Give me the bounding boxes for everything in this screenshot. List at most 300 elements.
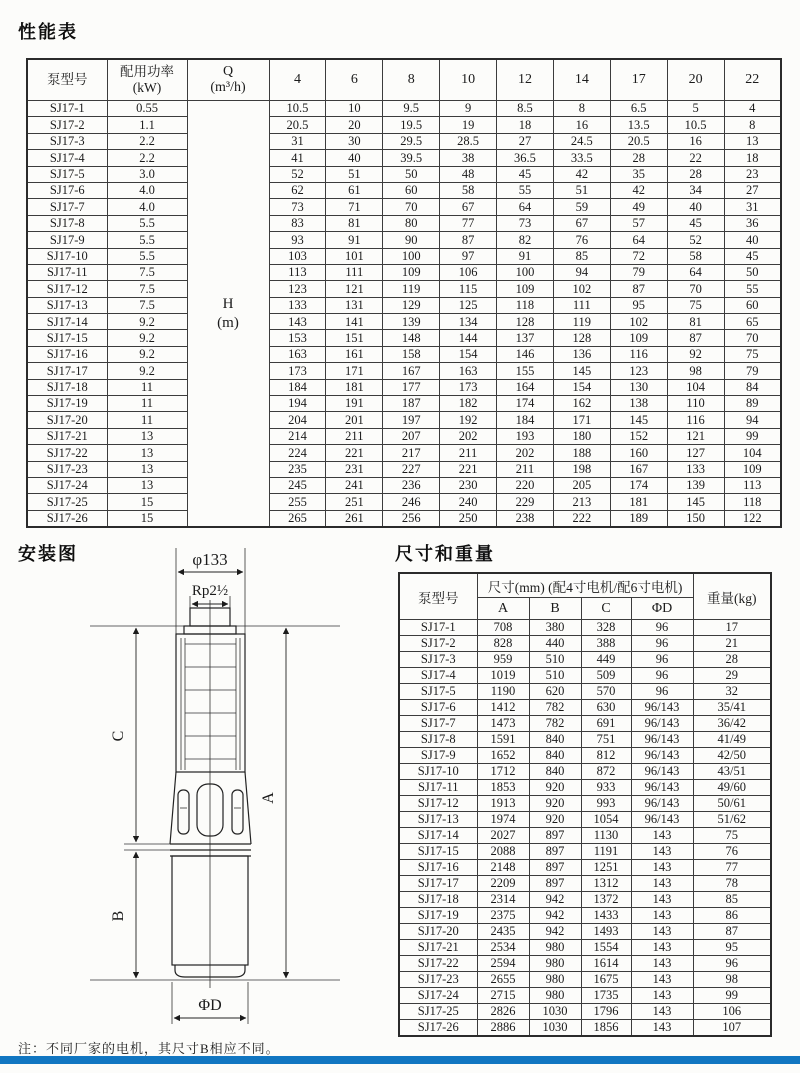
flow-column-header: 10 <box>440 59 497 101</box>
head-value-cell: 211 <box>497 461 554 477</box>
performance-row <box>27 330 781 346</box>
dim-b-cell: 942 <box>529 924 581 940</box>
power-cell: 3.0 <box>107 166 187 182</box>
weight-cell: 36/42 <box>693 716 771 732</box>
head-value-cell: 197 <box>383 412 440 428</box>
dim-d-cell: 96 <box>631 684 693 700</box>
performance-row <box>27 477 781 493</box>
head-value-cell: 77 <box>440 215 497 231</box>
dimensions-row <box>399 908 771 924</box>
dim-d-cell: 96/143 <box>631 700 693 716</box>
performance-row <box>27 117 781 133</box>
dim-a-cell: 2314 <box>477 892 529 908</box>
pump-model-cell: SJ17-9 <box>27 232 107 248</box>
head-value-cell: 73 <box>497 215 554 231</box>
dim-c-cell: 1614 <box>581 956 631 972</box>
head-value-cell: 72 <box>610 248 667 264</box>
head-value-cell: 79 <box>610 264 667 280</box>
head-value-cell: 127 <box>667 445 724 461</box>
head-value-cell: 171 <box>553 412 610 428</box>
head-value-cell: 92 <box>667 346 724 362</box>
footnote: 注：不同厂家的电机，其尺寸B相应不同。 <box>18 1041 280 1056</box>
power-cell: 15 <box>107 494 187 510</box>
head-value-cell: 64 <box>497 199 554 215</box>
head-value-cell: 104 <box>724 445 781 461</box>
head-value-cell: 163 <box>269 346 326 362</box>
head-value-cell: 201 <box>326 412 383 428</box>
dim-d-cell: 96/143 <box>631 716 693 732</box>
head-value-cell: 123 <box>610 363 667 379</box>
head-value-cell: 125 <box>440 297 497 313</box>
head-value-cell: 111 <box>553 297 610 313</box>
power-cell: 7.5 <box>107 297 187 313</box>
head-value-cell: 211 <box>326 428 383 444</box>
head-value-cell: 145 <box>553 363 610 379</box>
dim-b-cell: 980 <box>529 956 581 972</box>
power-cell: 7.5 <box>107 264 187 280</box>
head-value-cell: 145 <box>610 412 667 428</box>
head-value-cell: 87 <box>440 232 497 248</box>
head-value-cell: 64 <box>667 264 724 280</box>
weight-cell: 32 <box>693 684 771 700</box>
head-value-cell: 81 <box>667 314 724 330</box>
bottom-accent-bar <box>0 1056 800 1064</box>
perf-col-power-label: 配用功率 <box>120 64 174 80</box>
head-value-cell: 10.5 <box>269 101 326 117</box>
dimensions-row <box>399 1004 771 1020</box>
head-value-cell: 36 <box>724 215 781 231</box>
head-value-cell: 121 <box>667 428 724 444</box>
dim-b-cell: 840 <box>529 732 581 748</box>
weight-cell: 106 <box>693 1004 771 1020</box>
dims-col-group-header: 尺寸(mm) (配4寸电机/配6寸电机) <box>477 573 693 598</box>
dim-c-cell: 1251 <box>581 860 631 876</box>
head-value-cell: 75 <box>667 297 724 313</box>
dim-b-cell: 840 <box>529 748 581 764</box>
power-cell: 4.0 <box>107 182 187 198</box>
head-value-cell: 205 <box>553 477 610 493</box>
head-value-cell: 20.5 <box>269 117 326 133</box>
dim-a-cell: 1913 <box>477 796 529 812</box>
head-value-cell: 184 <box>497 412 554 428</box>
head-value-cell: 87 <box>667 330 724 346</box>
head-value-cell: 28 <box>610 150 667 166</box>
head-value-cell: 42 <box>610 182 667 198</box>
pump-model-cell: SJ17-26 <box>399 1020 477 1037</box>
head-value-cell: 82 <box>497 232 554 248</box>
dim-bottom-diameter-label: ΦD <box>198 997 222 1014</box>
weight-cell: 78 <box>693 876 771 892</box>
dim-c-cell: 1372 <box>581 892 631 908</box>
dim-b-cell: 620 <box>529 684 581 700</box>
pump-model-cell: SJ17-17 <box>399 876 477 892</box>
dims-subcol-d-header: ΦD <box>631 598 693 620</box>
head-value-cell: 102 <box>610 314 667 330</box>
head-value-cell: 9.5 <box>383 101 440 117</box>
dimensions-row <box>399 668 771 684</box>
head-value-cell: 138 <box>610 396 667 412</box>
pump-model-cell: SJ17-5 <box>399 684 477 700</box>
dim-d-cell: 96/143 <box>631 796 693 812</box>
dimensions-row <box>399 828 771 844</box>
head-value-cell: 20.5 <box>610 133 667 149</box>
dim-a-cell: 2886 <box>477 1020 529 1037</box>
head-value-cell: 89 <box>724 396 781 412</box>
dim-c-cell: 509 <box>581 668 631 684</box>
dim-c-cell: 1675 <box>581 972 631 988</box>
power-cell: 5.5 <box>107 232 187 248</box>
dim-a-cell: 1652 <box>477 748 529 764</box>
dim-b-cell: 510 <box>529 652 581 668</box>
pump-model-cell: SJ17-17 <box>27 363 107 379</box>
head-value-cell: 87 <box>610 281 667 297</box>
head-value-cell: 250 <box>440 510 497 527</box>
head-value-cell: 236 <box>383 477 440 493</box>
performance-row <box>27 428 781 444</box>
dim-d-cell: 143 <box>631 956 693 972</box>
pump-model-cell: SJ17-8 <box>399 732 477 748</box>
dimensions-row <box>399 972 771 988</box>
head-value-cell: 103 <box>269 248 326 264</box>
weight-cell: 51/62 <box>693 812 771 828</box>
head-value-cell: 70 <box>724 330 781 346</box>
performance-table-body <box>27 101 781 528</box>
head-value-cell: 61 <box>326 182 383 198</box>
power-cell: 5.5 <box>107 215 187 231</box>
dimensions-row <box>399 748 771 764</box>
dim-a-cell: 2027 <box>477 828 529 844</box>
head-value-cell: 181 <box>326 379 383 395</box>
dim-d-cell: 96/143 <box>631 812 693 828</box>
pump-model-cell: SJ17-23 <box>27 461 107 477</box>
head-value-cell: 104 <box>667 379 724 395</box>
head-value-cell: 204 <box>269 412 326 428</box>
head-value-cell: 70 <box>667 281 724 297</box>
head-value-cell: 62 <box>269 182 326 198</box>
pump-model-cell: SJ17-21 <box>27 428 107 444</box>
head-value-cell: 30 <box>326 133 383 149</box>
pump-model-cell: SJ17-25 <box>399 1004 477 1020</box>
head-value-cell: 230 <box>440 477 497 493</box>
head-value-cell: 55 <box>497 182 554 198</box>
head-value-cell: 45 <box>497 166 554 182</box>
dim-b-cell: 897 <box>529 844 581 860</box>
dim-d-cell: 96 <box>631 652 693 668</box>
dim-c-cell: 1735 <box>581 988 631 1004</box>
head-value-cell: 45 <box>724 248 781 264</box>
performance-table-header <box>27 59 781 101</box>
head-value-cell: 51 <box>326 166 383 182</box>
head-value-cell: 129 <box>383 297 440 313</box>
power-cell: 2.2 <box>107 150 187 166</box>
dimensions-table-body <box>399 620 771 1037</box>
head-value-cell: 94 <box>724 412 781 428</box>
head-value-cell: 116 <box>610 346 667 362</box>
weight-cell: 75 <box>693 828 771 844</box>
flow-column-header: 17 <box>610 59 667 101</box>
dim-d-cell: 143 <box>631 1020 693 1037</box>
dim-c-cell: 1856 <box>581 1020 631 1037</box>
pump-model-cell: SJ17-14 <box>27 314 107 330</box>
dim-d-cell: 96/143 <box>631 764 693 780</box>
pump-model-cell: SJ17-19 <box>399 908 477 924</box>
dim-d-cell: 143 <box>631 940 693 956</box>
dimensions-section-title: 尺寸和重量 <box>395 544 495 564</box>
performance-row <box>27 412 781 428</box>
head-value-cell: 60 <box>724 297 781 313</box>
pump-model-cell: SJ17-12 <box>27 281 107 297</box>
power-cell: 11 <box>107 379 187 395</box>
pump-model-cell: SJ17-20 <box>27 412 107 428</box>
dim-c-cell: 993 <box>581 796 631 812</box>
dim-c-cell: 1433 <box>581 908 631 924</box>
pump-model-cell: SJ17-18 <box>27 379 107 395</box>
head-value-cell: 40 <box>724 232 781 248</box>
head-value-cell: 137 <box>497 330 554 346</box>
head-value-cell: 19 <box>440 117 497 133</box>
power-cell: 13 <box>107 445 187 461</box>
pump-model-cell: SJ17-3 <box>27 133 107 149</box>
weight-cell: 96 <box>693 956 771 972</box>
dimensions-row <box>399 860 771 876</box>
weight-cell: 43/51 <box>693 764 771 780</box>
head-value-cell: 192 <box>440 412 497 428</box>
power-cell: 1.1 <box>107 117 187 133</box>
head-value-cell: 202 <box>497 445 554 461</box>
head-value-cell: 58 <box>667 248 724 264</box>
head-value-cell: 19.5 <box>383 117 440 133</box>
head-value-cell: 241 <box>326 477 383 493</box>
dim-c-cell: 872 <box>581 764 631 780</box>
dim-c-cell: 1312 <box>581 876 631 892</box>
head-value-cell: 79 <box>724 363 781 379</box>
flow-column-header: 4 <box>269 59 326 101</box>
dim-b-cell: 897 <box>529 860 581 876</box>
head-value-cell: 160 <box>610 445 667 461</box>
head-value-cell: 152 <box>610 428 667 444</box>
head-value-cell: 109 <box>724 461 781 477</box>
dimensions-row <box>399 636 771 652</box>
dim-c-cell: 1493 <box>581 924 631 940</box>
head-value-cell: 118 <box>724 494 781 510</box>
pump-model-cell: SJ17-16 <box>399 860 477 876</box>
weight-cell: 87 <box>693 924 771 940</box>
performance-row <box>27 396 781 412</box>
performance-row <box>27 182 781 198</box>
head-value-cell: 136 <box>553 346 610 362</box>
head-value-cell: 67 <box>440 199 497 215</box>
dim-d-cell: 143 <box>631 876 693 892</box>
perf-col-q-unit: (m³/h) <box>210 80 246 95</box>
power-cell: 13 <box>107 428 187 444</box>
head-value-cell: 177 <box>383 379 440 395</box>
performance-section-title: 性能表 <box>18 22 78 42</box>
head-value-cell: 110 <box>667 396 724 412</box>
head-value-cell: 189 <box>610 510 667 527</box>
head-value-cell: 220 <box>497 477 554 493</box>
head-value-cell: 100 <box>383 248 440 264</box>
head-value-cell: 151 <box>326 330 383 346</box>
performance-row <box>27 150 781 166</box>
head-value-cell: 131 <box>326 297 383 313</box>
weight-cell: 107 <box>693 1020 771 1037</box>
dim-a-cell: 2148 <box>477 860 529 876</box>
flow-column-header: 20 <box>667 59 724 101</box>
pump-model-cell: SJ17-13 <box>27 297 107 313</box>
power-cell: 15 <box>107 510 187 527</box>
power-cell: 4.0 <box>107 199 187 215</box>
dim-b-cell: 942 <box>529 892 581 908</box>
head-value-cell: 71 <box>326 199 383 215</box>
head-value-cell: 38 <box>440 150 497 166</box>
head-value-cell: 101 <box>326 248 383 264</box>
head-value-cell: 134 <box>440 314 497 330</box>
weight-cell: 98 <box>693 972 771 988</box>
dim-d-cell: 143 <box>631 924 693 940</box>
head-value-cell: 150 <box>667 510 724 527</box>
dim-c-cell: 933 <box>581 780 631 796</box>
dim-a-cell: 828 <box>477 636 529 652</box>
dim-d-cell: 143 <box>631 988 693 1004</box>
head-value-cell: 22 <box>667 150 724 166</box>
performance-row <box>27 445 781 461</box>
dim-c-cell: 1130 <box>581 828 631 844</box>
dimensions-row <box>399 780 771 796</box>
head-value-cell: 81 <box>326 215 383 231</box>
head-value-cell: 123 <box>269 281 326 297</box>
head-value-cell: 153 <box>269 330 326 346</box>
head-value-cell: 27 <box>497 133 554 149</box>
head-value-cell: 95 <box>610 297 667 313</box>
dim-d-cell: 96/143 <box>631 748 693 764</box>
performance-row <box>27 461 781 477</box>
head-value-cell: 59 <box>553 199 610 215</box>
head-value-cell: 50 <box>724 264 781 280</box>
perf-col-power-header <box>107 59 187 101</box>
head-value-cell: 171 <box>326 363 383 379</box>
dim-b-cell: 980 <box>529 988 581 1004</box>
head-value-cell: 221 <box>440 461 497 477</box>
performance-row <box>27 510 781 527</box>
dim-b-cell: 942 <box>529 908 581 924</box>
head-value-cell: 163 <box>440 363 497 379</box>
pump-model-cell: SJ17-2 <box>399 636 477 652</box>
head-value-cell: 255 <box>269 494 326 510</box>
pump-model-cell: SJ17-8 <box>27 215 107 231</box>
head-value-cell: 52 <box>269 166 326 182</box>
head-value-cell: 154 <box>553 379 610 395</box>
dim-d-cell: 143 <box>631 908 693 924</box>
pump-model-cell: SJ17-1 <box>27 101 107 117</box>
dim-b-cell: 980 <box>529 972 581 988</box>
pump-model-cell: SJ17-12 <box>399 796 477 812</box>
dim-b-cell: 920 <box>529 796 581 812</box>
head-value-cell: 113 <box>269 264 326 280</box>
pump-model-cell: SJ17-22 <box>399 956 477 972</box>
dim-a-cell: 2209 <box>477 876 529 892</box>
dim-a-cell: 2435 <box>477 924 529 940</box>
flow-column-header: 14 <box>553 59 610 101</box>
dims-col-weight-header: 重量(kg) <box>693 573 771 620</box>
dimensions-row <box>399 892 771 908</box>
head-value-cell: 111 <box>326 264 383 280</box>
head-value-cell: 161 <box>326 346 383 362</box>
pump-model-cell: SJ17-6 <box>27 182 107 198</box>
head-value-cell: 90 <box>383 232 440 248</box>
pump-model-cell: SJ17-23 <box>399 972 477 988</box>
weight-cell: 21 <box>693 636 771 652</box>
dimensions-row <box>399 684 771 700</box>
head-value-cell: 109 <box>610 330 667 346</box>
head-value-cell: 48 <box>440 166 497 182</box>
pump-model-cell: SJ17-16 <box>27 346 107 362</box>
power-cell: 11 <box>107 396 187 412</box>
pump-model-cell: SJ17-11 <box>27 264 107 280</box>
dim-c-cell: 1554 <box>581 940 631 956</box>
dimensions-table <box>398 572 772 1037</box>
dim-thread-label: Rp2½ <box>191 583 229 599</box>
power-cell: 9.2 <box>107 363 187 379</box>
head-value-cell: 85 <box>553 248 610 264</box>
head-value-cell: 41 <box>269 150 326 166</box>
head-value-cell: 75 <box>724 346 781 362</box>
power-cell: 2.2 <box>107 133 187 149</box>
dim-d-cell: 96/143 <box>631 780 693 796</box>
dimensions-header-row-1 <box>399 573 771 598</box>
performance-row <box>27 166 781 182</box>
pump-model-cell: SJ17-24 <box>399 988 477 1004</box>
weight-cell: 17 <box>693 620 771 636</box>
head-value-cell: 8 <box>553 101 610 117</box>
weight-cell: 29 <box>693 668 771 684</box>
dims-subcol-c-header: C <box>581 598 631 620</box>
head-value-cell: 214 <box>269 428 326 444</box>
dim-a-cell: 959 <box>477 652 529 668</box>
head-value-cell: 222 <box>553 510 610 527</box>
performance-row <box>27 232 781 248</box>
head-value-cell: 31 <box>724 199 781 215</box>
dim-b-cell: 380 <box>529 620 581 636</box>
performance-row <box>27 199 781 215</box>
weight-cell: 95 <box>693 940 771 956</box>
performance-row <box>27 264 781 280</box>
head-value-cell: 70 <box>383 199 440 215</box>
head-value-cell: 18 <box>497 117 554 133</box>
flow-column-header: 22 <box>724 59 781 101</box>
head-value-cell: 217 <box>383 445 440 461</box>
weight-cell: 28 <box>693 652 771 668</box>
dimensions-row <box>399 700 771 716</box>
head-value-cell: 80 <box>383 215 440 231</box>
head-value-cell: 184 <box>269 379 326 395</box>
dimensions-row <box>399 988 771 1004</box>
head-value-cell: 181 <box>610 494 667 510</box>
pump-model-cell: SJ17-14 <box>399 828 477 844</box>
head-value-cell: 83 <box>269 215 326 231</box>
dim-a-cell: 2715 <box>477 988 529 1004</box>
head-value-cell: 122 <box>724 510 781 527</box>
head-value-cell: 139 <box>383 314 440 330</box>
dim-c-cell: 630 <box>581 700 631 716</box>
head-value-cell: 35 <box>610 166 667 182</box>
head-value-cell: 224 <box>269 445 326 461</box>
head-value-cell: 211 <box>440 445 497 461</box>
head-value-cell: 174 <box>610 477 667 493</box>
pump-model-cell: SJ17-9 <box>399 748 477 764</box>
pump-model-cell: SJ17-7 <box>399 716 477 732</box>
dim-top-diameter-label: φ133 <box>192 550 228 569</box>
dim-d-cell: 143 <box>631 828 693 844</box>
